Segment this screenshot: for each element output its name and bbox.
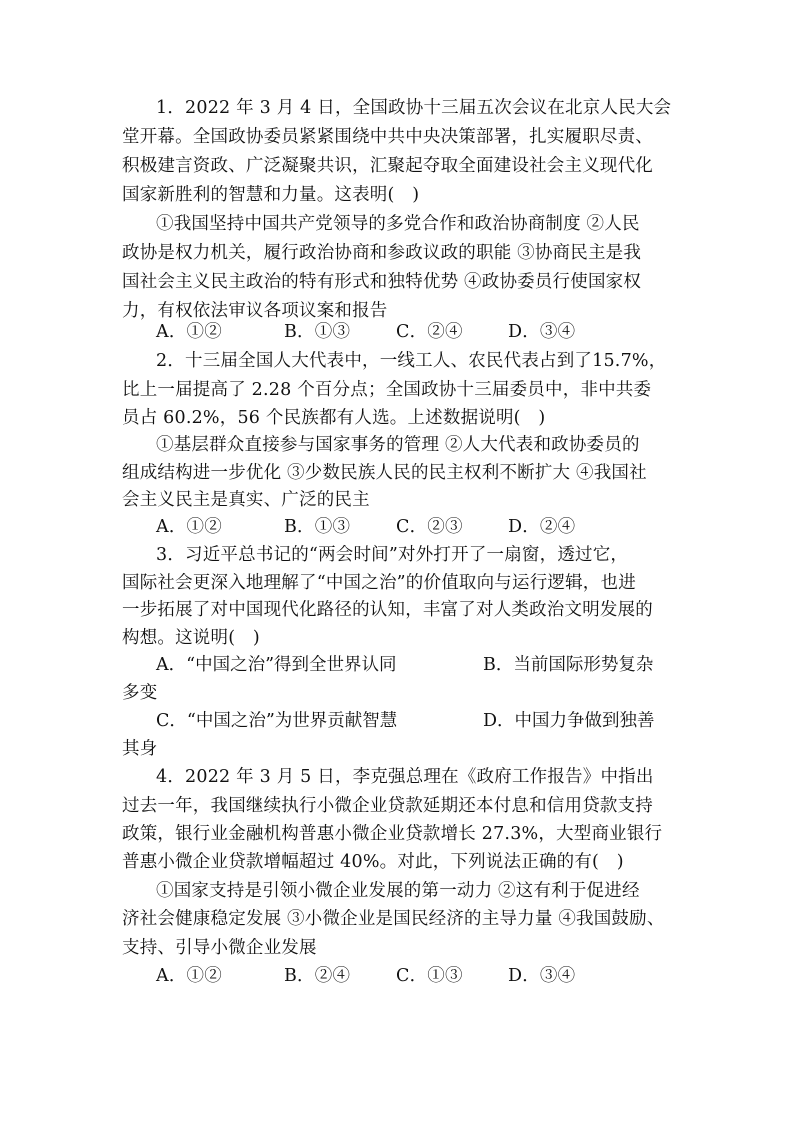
q3-stem-line-1: 3．习近平总书记的“两会时间”对外打开了一扇窗，透过它，: [156, 545, 629, 565]
q3-option-b: B．当前国际形势复杂: [483, 655, 654, 675]
q3-options-row-1: [156, 653, 676, 677]
q1-statement-line-3: 国社会主义民主政治的特有形式和独特优势 ④政协委员行使国家权: [122, 272, 642, 292]
q3-option-d: D．中国力争做到独善: [483, 711, 655, 731]
q2-option-a: A．①②: [156, 517, 222, 537]
q3-option-c: C．“中国之治”为世界贡献智慧: [156, 711, 398, 731]
q4-option-a: A．①②: [156, 966, 222, 986]
q1-option-b: B．①③: [284, 322, 351, 342]
q4-options: [156, 964, 575, 988]
q2-statement-line-3: 会主义民主是真实、广泛的民主: [122, 490, 370, 510]
q3-options-row-2: [156, 709, 676, 733]
q2-option-d: D．②④: [508, 517, 576, 537]
q4-option-d: D．③④: [508, 966, 576, 986]
q1-statement-line-2: 政协是权力机关，履行政治协商和参政议政的职能 ③协商民主是我: [122, 243, 642, 263]
q3-stem-line-3: 一步拓展了对中国现代化路径的认知，丰富了对人类政治文明发展的: [122, 600, 653, 620]
q4-stem-line-2: 过去一年，我国继续执行小微企业贷款延期还本付息和信用贷款支持: [122, 796, 653, 816]
q3-stem-line-2: 国际社会更深入地理解了“中国之治”的价值取向与运行逻辑，也进: [122, 573, 636, 593]
q1-option-a: A．①②: [156, 322, 222, 342]
q1-option-c: C．②④: [396, 322, 463, 342]
q1-statement-line-1: ①我国坚持中国共产党领导的多党合作和政治协商制度 ②人民: [156, 214, 640, 234]
q3-option-b-wrap: 多变: [122, 683, 158, 703]
q2-stem-line-3: 员占 60.2%，56 个民族都有人选。上述数据说明( ): [122, 408, 546, 428]
q2-statement-line-2: 组成结构进一步优化 ③少数民族人民的民主权利不断扩大 ④我国社: [122, 463, 647, 483]
q4-statement-line-2: 济社会健康稳定发展 ③小微企业是国民经济的主导力量 ④我国鼓励、: [122, 909, 665, 929]
q1-stem-line-4: 国家新胜利的智慧和力量。这表明( ): [122, 185, 420, 205]
q2-option-b: B．①③: [284, 517, 351, 537]
q1-option-d: D．③④: [508, 322, 576, 342]
q2-stem-line-1: 2．十三届全国人大代表中，一线工人、农民代表占到了15.7%，: [156, 351, 667, 371]
q2-stem-line-2: 比上一届提高了 2.28 个百分点；全国政协十三届委员中，非中共委: [122, 380, 652, 400]
q1-statement-line-4: 力，有权依法审议各项议案和报告: [122, 301, 388, 321]
q4-statement-line-1: ①国家支持是引领小微企业发展的第一动力 ②这有利于促进经: [156, 881, 640, 901]
q2-options: [156, 515, 575, 539]
q4-option-b: B．②④: [284, 966, 351, 986]
q1-options: [156, 320, 575, 344]
q4-stem-line-3: 政策，银行业金融机构普惠小微企业贷款增长 27.3%，大型商业银行: [122, 824, 663, 844]
q4-option-c: C．①③: [396, 966, 463, 986]
q3-option-a: A．“中国之治”得到全世界认同: [156, 655, 397, 675]
q3-stem-line-4: 构想。这说明( ): [122, 628, 260, 648]
q2-statement-line-1: ①基层群众直接参与国家事务的管理 ②人大代表和政协委员的: [156, 435, 640, 455]
q4-stem-line-1: 4．2022 年 3 月 5 日，李克强总理在《政府工作报告》中指出: [156, 767, 654, 787]
q1-stem-line-2: 堂开幕。全国政协委员紧紧围绕中共中央决策部署，扎实履职尽责、: [122, 127, 653, 147]
q4-stem-line-4: 普惠小微企业贷款增幅超过 40%。对此，下列说法正确的有( ): [122, 852, 624, 872]
q1-stem-line-3: 积极建言资政、广泛凝聚共识，汇聚起夺取全面建设社会主义现代化: [122, 156, 653, 176]
q3-option-d-wrap: 其身: [122, 739, 158, 759]
q2-option-c: C．②③: [396, 517, 463, 537]
q4-statement-line-3: 支持、引导小微企业发展: [122, 938, 317, 958]
q1-stem-line-1: 1．2022 年 3 月 4 日，全国政协十三届五次会议在北京人民大会: [156, 98, 672, 118]
